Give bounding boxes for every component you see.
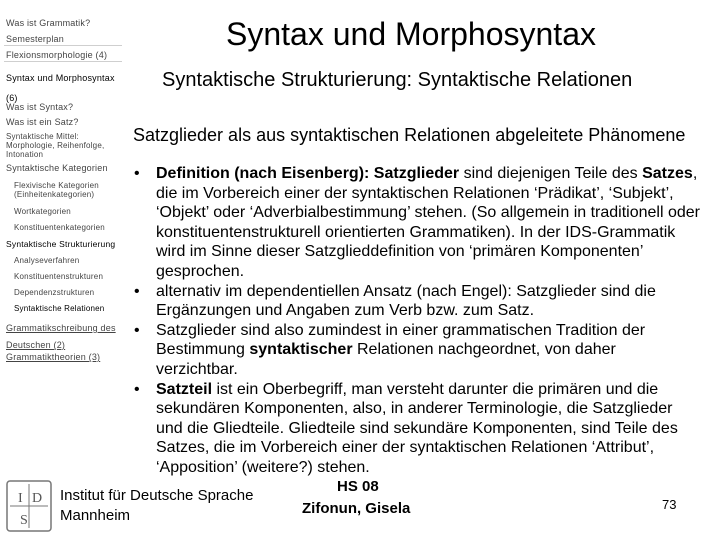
bullet-bold-text: Definition (nach Eisenberg): Satzglieder bbox=[156, 165, 460, 182]
svg-text:S: S bbox=[20, 513, 28, 528]
bullet-bold-text: Satzes bbox=[642, 165, 693, 182]
sidebar-nav bbox=[0, 0, 124, 380]
sidebar-item-flexivische-kategorien[interactable]: Flexivische Kategorien (Einheitenkategorien) bbox=[14, 181, 99, 199]
footer-city: Mannheim bbox=[60, 507, 131, 524]
bullet-list bbox=[132, 164, 702, 478]
sidebar-item-grammatikschreibung[interactable]: Grammatikschreibung des Deutschen (2) bbox=[6, 323, 116, 350]
sidebar-item-was-ist-satz[interactable]: Was ist ein Satz? bbox=[6, 117, 79, 127]
sidebar-item-was-ist-syntax[interactable]: Was ist Syntax? bbox=[6, 102, 74, 112]
sidebar-item-was-ist-grammatik[interactable]: Was ist Grammatik? bbox=[6, 18, 91, 28]
sidebar-item-syntaktische-mittel[interactable]: Syntaktische Mittel: Morphologie, Reihenfolge, Intonation bbox=[6, 132, 105, 159]
bullet-marker: • bbox=[134, 380, 140, 398]
bullet-bold-text: syntaktischer bbox=[249, 341, 353, 359]
footer-institute: Institut für Deutsche Sprache bbox=[60, 487, 254, 504]
bullet-item bbox=[132, 164, 702, 282]
sidebar-item-wortkategorien[interactable]: Wortkategorien bbox=[14, 207, 71, 216]
bullet-item bbox=[132, 380, 702, 478]
bullet-marker: • bbox=[134, 321, 140, 339]
sidebar-item-grammatiktheorien[interactable]: Grammatiktheorien (3) bbox=[6, 352, 101, 362]
sidebar-divider bbox=[4, 45, 122, 46]
bullet-text: Relationen nachgeordnet, von daher verzichtbar. bbox=[156, 341, 616, 378]
sidebar-item-syntaktische-kategorien[interactable]: Syntaktische Kategorien bbox=[6, 163, 108, 173]
sidebar-item-konstituentenkategorien[interactable]: Konstituentenkategorien bbox=[14, 223, 105, 232]
sidebar-divider bbox=[4, 61, 122, 62]
page-title: Syntax und Morphosyntax bbox=[226, 16, 596, 52]
bullet-marker: • bbox=[134, 165, 140, 182]
sidebar-item-analyseverfahren[interactable]: Analyseverfahren bbox=[14, 256, 80, 265]
svg-text:I: I bbox=[18, 491, 23, 506]
svg-text:D: D bbox=[32, 491, 43, 506]
bullet-text: sind diejenigen Teile des bbox=[459, 165, 643, 182]
bullet-marker: • bbox=[134, 282, 140, 300]
sidebar-item-semesterplan[interactable]: Semesterplan bbox=[6, 34, 64, 44]
sidebar-item-flexionsmorphologie[interactable]: Flexionsmorphologie (4) bbox=[6, 50, 108, 60]
bullet-text: ist ein Oberbegriff, man versteht darunter die primären und die sekundären Komponenten, also, in anderer Terminologie, die Satzglieder und die Gliedteile. Gliedteile sind sekundäre Komponenten, sind Teile des Satzes, die im Vorbereich einer der syntaktischen Relationen ‘Attribut’, ‘Apposition’ (weitere?) stehen. bbox=[156, 380, 678, 476]
bullet-bold-text: Satzteil bbox=[156, 380, 213, 398]
sidebar-item-syntaktische-strukturierung[interactable]: Syntaktische Strukturierung bbox=[6, 239, 116, 249]
footer-author: Zifonun, Gisela bbox=[302, 500, 411, 517]
bullet-text: Satzglieder sind also zumindest in einer grammatischen Tradition der Bestimmung bbox=[156, 321, 646, 359]
bullet-text: , die im Vorbereich einer der syntaktischen Relationen ‘Prädikat’, ‘Subjekt’, ‘Objekt’ oder ‘Adverbialbestimmung’ stehen. (So allgemein in traditionell oder konstituentenstrukturell orientierten Grammatiken). In der IDS-Grammatik wird im Sinne dieser Satzglieddefinition von ‘primären Komponenten’ gesprochen. bbox=[156, 165, 700, 280]
section-heading: Satzglieder als aus syntaktischen Relationen abgeleitete Phänomene bbox=[133, 125, 686, 145]
sidebar-item-dependenzstrukturen[interactable]: Dependenzstrukturen bbox=[14, 288, 95, 297]
bullet-item bbox=[132, 282, 702, 321]
bullet-text: alternativ im dependentiellen Ansatz (nach Engel): Satzglieder sind die Ergänzungen und Angaben zum Verb bzw. zum Satz. bbox=[156, 282, 656, 320]
sidebar-item-syntax-morphosyntax[interactable]: Syntax und Morphosyntax (6) bbox=[6, 73, 115, 103]
page-number: 73 bbox=[662, 497, 677, 512]
page-subtitle: Syntaktische Strukturierung: Syntaktische Relationen bbox=[162, 69, 633, 91]
bullet-item bbox=[132, 321, 702, 380]
footer-course: HS 08 bbox=[337, 478, 379, 495]
ids-logo-icon bbox=[6, 480, 52, 532]
sidebar-item-konstituentenstrukturen[interactable]: Konstituentenstrukturen bbox=[14, 272, 104, 281]
sidebar-item-syntaktische-relationen[interactable]: Syntaktische Relationen bbox=[14, 304, 105, 313]
